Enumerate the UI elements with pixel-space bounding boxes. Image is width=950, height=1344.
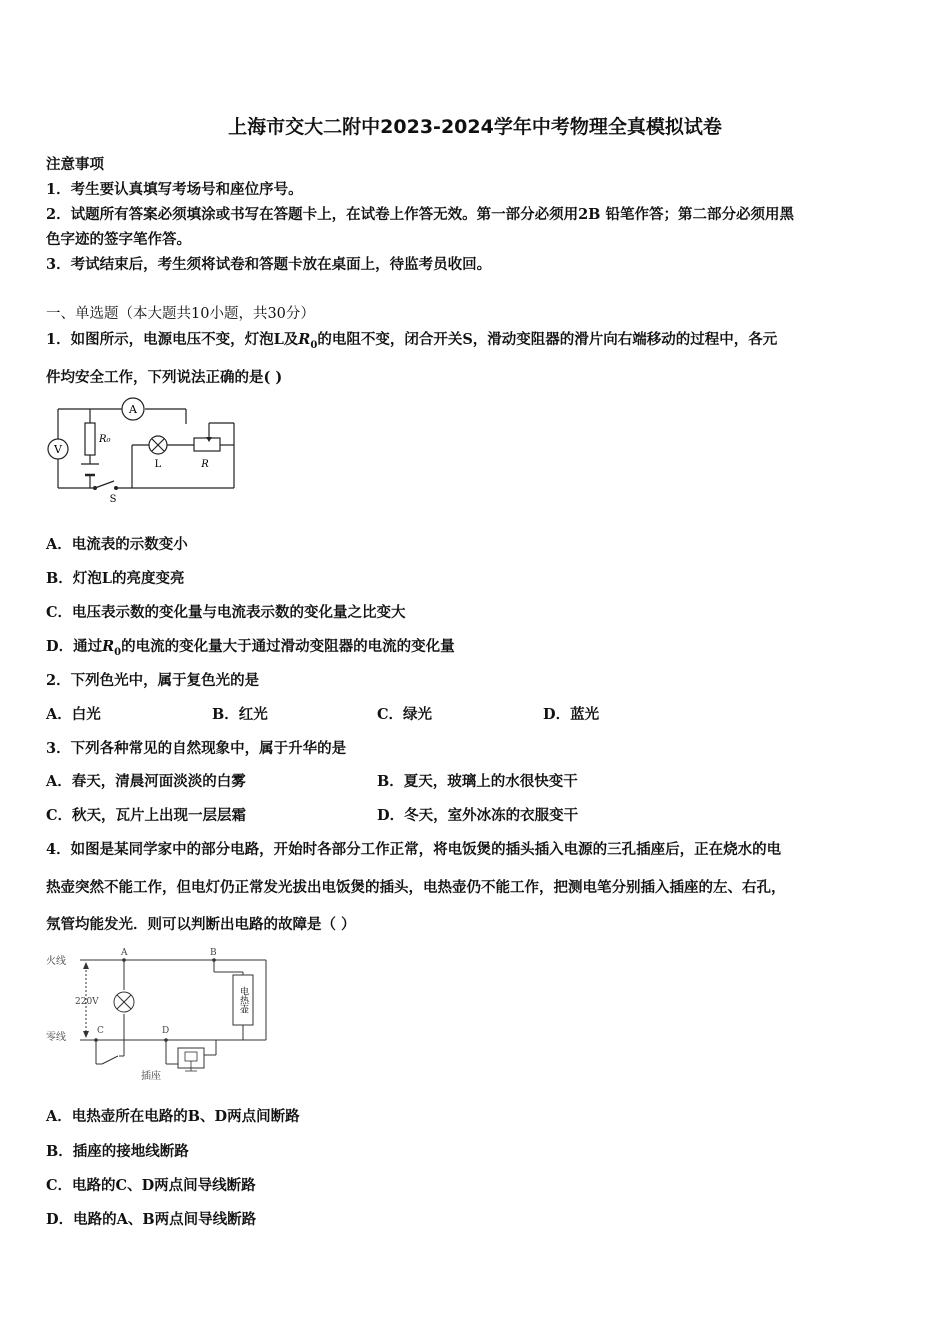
q4-option-d: D．电路的A、B两点间导线断路 (46, 1211, 257, 1228)
notice-item: 色字迹的签字笔作答。 (46, 231, 191, 248)
q4-option-a: A．电热壶所在电路的B、D两点间断路 (46, 1108, 300, 1125)
r0-symbol: R (298, 331, 311, 348)
q1-option-b: B．灯泡L的亮度变亮 (46, 570, 185, 587)
voltmeter-label: V (54, 443, 62, 456)
q3-option-c: C．秋天，瓦片上出现一层层霜 (46, 807, 247, 824)
q1-option-d (46, 635, 455, 658)
rheostat-symbol (194, 438, 220, 451)
q3-stem: 3．下列各种常见的自然现象中，属于升华的是 (46, 740, 347, 757)
q4-option-b: B．插座的接地线断路 (46, 1143, 189, 1160)
live-wire-label: 火线 (46, 956, 66, 967)
notice-item: 3．考试结束后，考生须将试卷和答题卡放在桌面上，待监考员收回。 (46, 256, 492, 273)
q2-stem: 2．下列色光中，属于复色光的是 (46, 672, 260, 689)
point-b-label: B (210, 948, 217, 958)
rheostat-label: R (201, 459, 209, 470)
resistor-r0-symbol (85, 423, 95, 455)
section-heading: 一、单选题（本大题共10小题，共30分） (46, 306, 315, 322)
page-title: 上海市交大二附中2023-2024学年中考物理全真模拟试卷 (228, 116, 722, 138)
r0-subscript: 0 (310, 339, 318, 351)
socket-label: 插座 (141, 1071, 161, 1082)
q1-stem-part: 1．如图所示，电源电压不变，灯泡L及 (46, 331, 299, 348)
resistor-r0-label: R₀ (99, 434, 111, 445)
q1-option-d-part: D．通过 (46, 638, 103, 655)
q1-option-a: A．电流表的示数变小 (46, 536, 188, 553)
notice-item: 1．考生要认真填写考场号和座位序号。 (46, 181, 303, 198)
neutral-wire-label: 零线 (46, 1032, 66, 1043)
q1-stem-line1 (46, 328, 777, 351)
circuit-diagram-q1 (44, 392, 244, 504)
q2-option-c: C．绿光 (377, 706, 433, 723)
point-c-label: C (97, 1026, 104, 1036)
voltage-label: 220V (75, 997, 99, 1007)
q3-option-a: A．春天，清晨河面淡淡的白雾 (46, 773, 246, 790)
lamp-label: L (154, 459, 162, 470)
q4-stem-line: 氖管均能发光．则可以判断出电路的故障是（ ） (46, 916, 356, 933)
r0-symbol: R (102, 638, 115, 655)
q1-option-d-part: 的电流的变化量大于通过滑动变阻器的电流的变化量 (121, 638, 455, 655)
q3-option-b: B．夏天，玻璃上的水很快变干 (377, 773, 578, 790)
r0-subscript: 0 (114, 646, 122, 658)
q4-stem-line: 热壶突然不能工作，但电灯仍正常发光拔出电饭煲的插头，电热壶仍不能工作，把测电笔分别插入插座的左、右孔， (46, 879, 786, 896)
q1-stem-line2: 件均安全工作，下列说法正确的是( ) (46, 369, 283, 386)
point-a-label: A (121, 948, 128, 958)
q1-option-c: C．电压表示数的变化量与电流表示数的变化量之比变大 (46, 604, 406, 621)
q3-option-d: D．冬天，室外冰冻的衣服变干 (377, 807, 579, 824)
q2-option-a: A．白光 (46, 706, 101, 723)
notice-heading: 注意事项 (46, 156, 104, 173)
q4-option-c: C．电路的C、D两点间导线断路 (46, 1177, 256, 1194)
notice-item: 2．试题所有答案必须填涂或书写在答题卡上，在试卷上作答无效。第一部分必须用2B 铅笔作答；第二部分必须用黑 (46, 206, 794, 223)
q4-stem-line: 4．如图是某同学家中的部分电路，开始时各部分工作正常，将电饭煲的插头插入电源的三孔插座后，正在烧水的电 (46, 841, 782, 858)
q2-option-d: D．蓝光 (543, 706, 600, 723)
ammeter-label: A (129, 403, 137, 416)
point-d-label: D (162, 1026, 170, 1036)
q1-stem-part: 的电阻不变，闭合开关S，滑动变阻器的滑片向右端移动的过程中，各元 (317, 331, 778, 348)
household-circuit-diagram-q4 (44, 942, 276, 1082)
switch-label: S (109, 494, 117, 504)
q2-option-b: B．红光 (212, 706, 268, 723)
kettle-label: 电热壶 (238, 986, 248, 1014)
